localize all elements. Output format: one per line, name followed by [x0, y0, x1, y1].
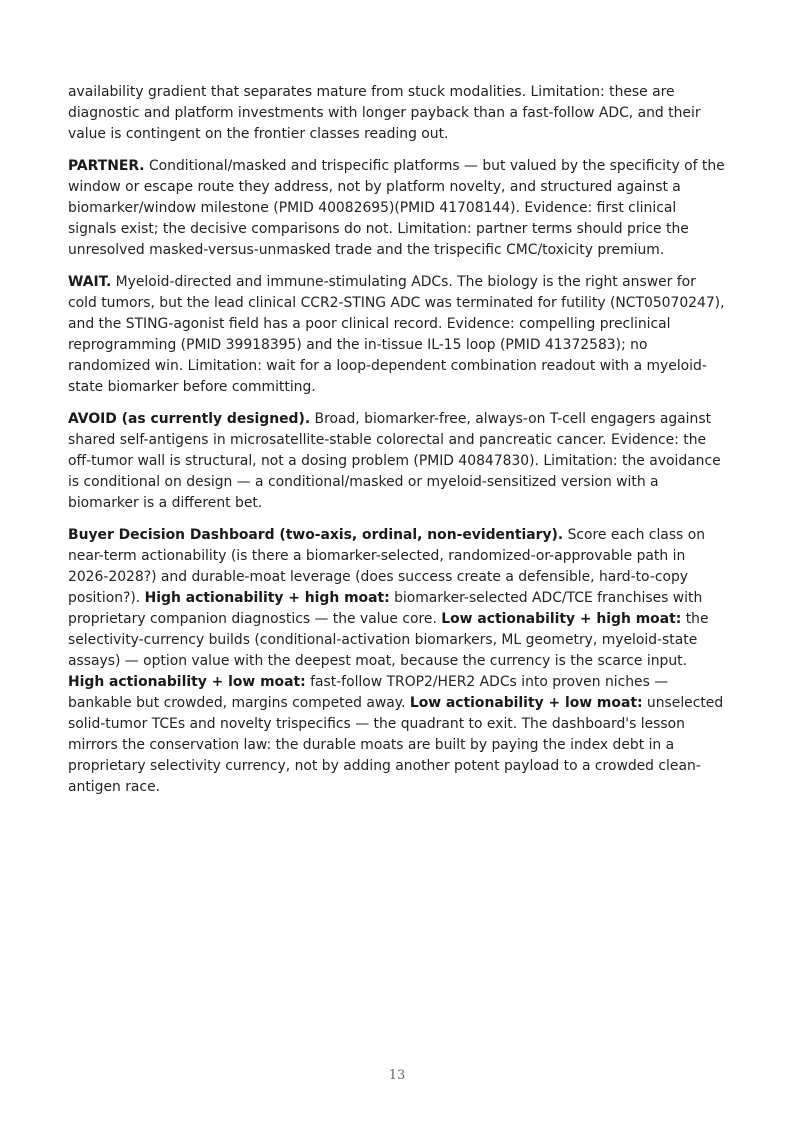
dashboard-lead: Buyer Decision Dashboard (two-axis, ordinal, non-evidentiary).	[68, 527, 564, 543]
paragraph-lead: AVOID (as currently designed).	[68, 411, 311, 427]
page-body	[68, 82, 726, 809]
paragraph-continuation	[68, 82, 726, 145]
quadrant-text-low-low: unselected solid-tumor TCEs and novelty trispecifics — the quadrant to exit. The dashboard's lesson mirrors the conservation law: the durable moats are built by paying the index debt in a proprietary selectivity currency, not by adding another potent payload to a crowded clean-antigen race.	[68, 695, 724, 795]
paragraph-text: Broad, biomarker-free, always-on T-cell engagers against shared self-antigens in microsatellite-stable colorectal and pancreatic cancer. Evidence: the off-tumor wall is structural, not a dosing problem (PMID 40847830). Limitation: the avoidance is conditional on design — a conditional/masked or myeloid-sensitized version with a biomarker is a different bet.	[68, 411, 721, 511]
quadrant-text-high-high: biomarker-selected ADC/TCE franchises with proprietary companion diagnostics — the value core.	[68, 590, 703, 627]
paragraph-wait	[68, 272, 726, 398]
quadrant-label-high-low: High actionability + low moat:	[68, 674, 306, 690]
quadrant-label-low-low: Low actionability + low moat:	[409, 695, 643, 711]
paragraph-partner	[68, 156, 726, 261]
dashboard-intro: Score each class on near-term actionability (is there a biomarker-selected, randomized-or-approvable path in 2026-2028?) and durable-moat leverage (does success create a defensible, hard-to-copy position?).	[68, 527, 706, 606]
page-number: 13	[388, 1068, 406, 1083]
paragraph-text: Conditional/masked and trispecific platforms — but valued by the specificity of the window or escape route they address, not by platform novelty, and structured against a biomarker/window milestone (PMID 40082695)(PMID 41708144). Evidence: first clinical signals exist; the decisive comparisons do not. Limitation: partner terms should price the unresolved masked-versus-unmasked trade and the trispecific CMC/toxicity premium.	[68, 158, 725, 258]
quadrant-label-low-high: Low actionability + high moat:	[441, 611, 682, 627]
paragraph-text: availability gradient that separates mature from stuck modalities. Limitation: these are diagnostic and platform investments with longer payback than a fast-follow ADC, and their value is contingent on the frontier classes reading out.	[68, 84, 701, 142]
paragraph-lead: PARTNER.	[68, 158, 145, 174]
quadrant-text-low-high: the selectivity-currency builds (conditional-activation biomarkers, ML geometry, myeloid-state assays) — option value with the deepest moat, because the currency is the scarce input.	[68, 611, 709, 669]
paragraph-text: Myeloid-directed and immune-stimulating ADCs. The biology is the right answer for cold tumors, but the lead clinical CCR2-STING ADC was terminated for futility (NCT05070247), and the STING-agonist field has a poor clinical record. Evidence: compelling preclinical reprogramming (PMID 39918395) and the in-tissue IL-15 loop (PMID 41372583); no randomized win. Limitation: wait for a loop-dependent combination readout with a myeloid-state biomarker before committing.	[68, 274, 725, 395]
paragraph-dashboard	[68, 525, 726, 798]
quadrant-label-high-high: High actionability + high moat:	[144, 590, 390, 606]
paragraph-avoid	[68, 409, 726, 514]
quadrant-text-high-low: fast-follow TROP2/HER2 ADCs into proven niches — bankable but crowded, margins competed away.	[68, 674, 669, 711]
paragraph-lead: WAIT.	[68, 274, 112, 290]
